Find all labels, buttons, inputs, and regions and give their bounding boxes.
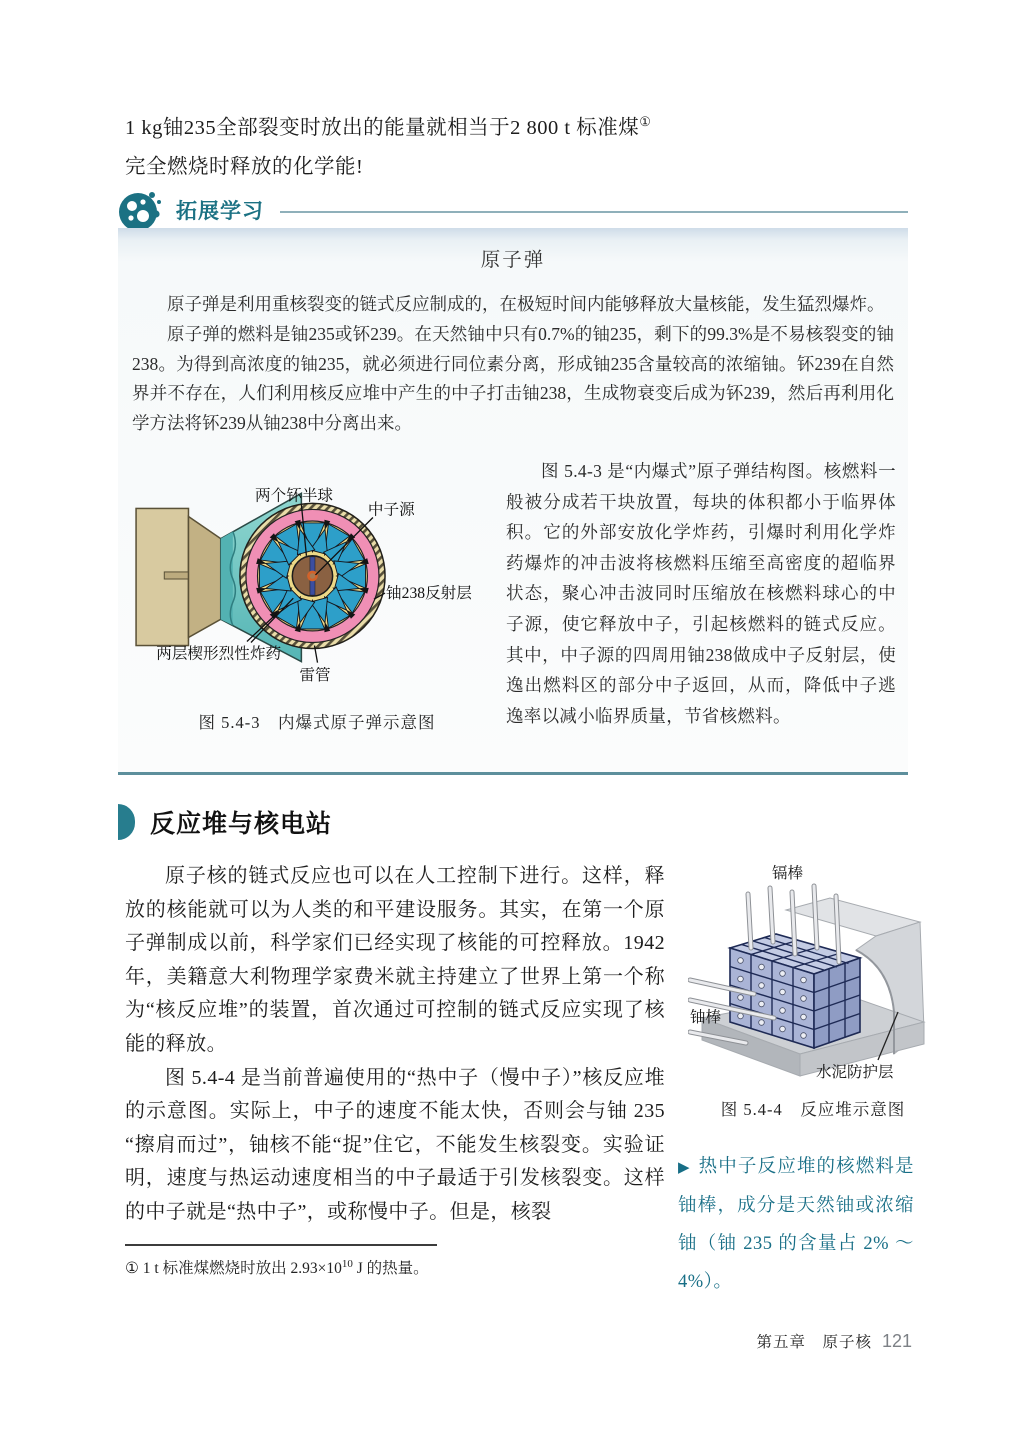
expand-learning-icon [118,187,164,233]
bomb-figure-caption: 图 5.4-3 内爆式原子弹示意图 [198,713,436,732]
bomb-cross-section [240,503,385,648]
main-text-column [125,860,665,1230]
reactor-diagram [688,862,938,1087]
neutron-source-core [308,572,316,580]
footnote-marker: ① [125,1260,139,1277]
footnote-base: 1 t 标准煤燃烧时放出 2.93×10 [138,1260,342,1277]
label-detonator: 雷管 [299,666,331,684]
reactor-figure [688,862,938,1092]
section-marker-icon [118,804,135,840]
label-neutron-source: 中子源 [367,501,415,519]
panel-title: 原子弹 [480,250,546,271]
footnote-exponent: 10 [341,1257,353,1270]
side-note [678,1148,914,1301]
label-explosive: 两层楔形烈性炸药 [156,645,282,663]
bomb-tail [136,508,221,645]
expand-learning-label: 拓展学习 [176,200,264,223]
intro-line-1 [125,102,785,148]
header-rule [280,211,908,213]
expand-learning-header [118,186,908,234]
intro-line-1-text: 1 kg铀235全部裂变时放出的能量就相当于2 800 t 标准煤 [125,116,640,139]
bomb-diagram [128,458,506,700]
label-uranium-rods: 铀棒 [690,1009,722,1026]
footnote-ref-mark: ① [639,114,652,129]
panel-paragraph-2: 原子弹的燃料是铀235或钚239。在天然铀中只有0.7%的铀235，剩下的99.3%是不易核裂变的铀238。为得到高浓度的铀235，就必须进行同位素分离，形成铀235含量较高的浓缩铀。钚239在自然界并不存在，人们利用核反应堆中产生的中子打击铀238，生成物衰变后成为钚239，然后再利用化学方法将钚239从铀238中分离出来。 [132,323,894,434]
footer-page-number: 121 [881,1331,912,1351]
footnote-tail: J 的热量。 [352,1260,429,1277]
page-footer [756,1330,912,1352]
main-paragraph-2: 图 5.4-4 是当前普遍使用的“热中子（慢中子）”核反应堆的示意图。实际上，中子的速度不能太快，否则会与铀 235 “擦肩而过”，铀核不能“捉”住它，不能发生核裂变。实验证明，速度与热运动速度相当的中子最适于引发核裂变。这样的中子就是“热中子”，或称慢中子。但是，核裂 [125,1066,665,1223]
note-text: 热中子反应堆的核燃料是铀棒，成分是天然铀或浓缩铀（铀 235 的含量占 2% ～ 4%）。 [678,1157,914,1292]
label-cement-layer: 水泥防护层 [816,1064,894,1081]
note-triangle-icon: ▶ [678,1160,691,1176]
footnote-divider [125,1244,437,1246]
reactor-figure-caption: 图 5.4-4 反应堆示意图 [720,1100,906,1119]
intro-paragraph [125,102,785,187]
panel-paragraph-1: 原子弹是利用重核裂变的链式反应制成的，在极短时间内能够释放大量核能，发生猛烈爆炸。 [167,294,885,314]
panel-body [132,290,894,439]
panel-side-paragraph: 图 5.4-3 是“内爆式”原子弹结构图。核燃料一般被分成若干块放置，每块的体积都小于临界体积。它的外部安放化学炸药，引爆时利用化学炸药爆炸的冲击波将核燃料压缩至高密度的超临界状态，聚心冲击波同时压缩放在核燃料球心的中子源，使它释放中子，引起核燃料的链式反应。其中，中子源的四周用铀238做成中子反射层，使逸出燃料区的部分中子返回，从而，降低中子逃逸率以减小临界质量，节省核燃料。 [506,461,896,726]
footer-chapter-title: 第五章 原子核 [756,1334,872,1351]
section-title: 反应堆与核电站 [150,810,333,838]
bomb-figure [128,458,506,733]
expand-learning-panel [118,228,908,775]
intro-line-2: 完全燃烧时释放的化学能! [125,155,364,178]
footnote [125,1256,645,1278]
main-paragraph-1: 原子核的链式反应也可以在人工控制下进行。这样，释放的核能就可以为人类的和平建设服务。其实，在第一个原子弹制成以前，科学家们已经实现了核能的可控释放。1942 年，美籍意大利物理学家费米就主持建立了世界上第一个称为“核反应堆”的装置，首次通过可控制的链式反应实现了核能的释放。 [125,865,665,1055]
label-cadmium-rods: 镉棒 [772,865,804,882]
label-u238-layer: 铀238反射层 [386,585,472,603]
label-plutonium-hemispheres: 两个钚半球 [255,487,334,505]
section-heading [118,804,332,840]
